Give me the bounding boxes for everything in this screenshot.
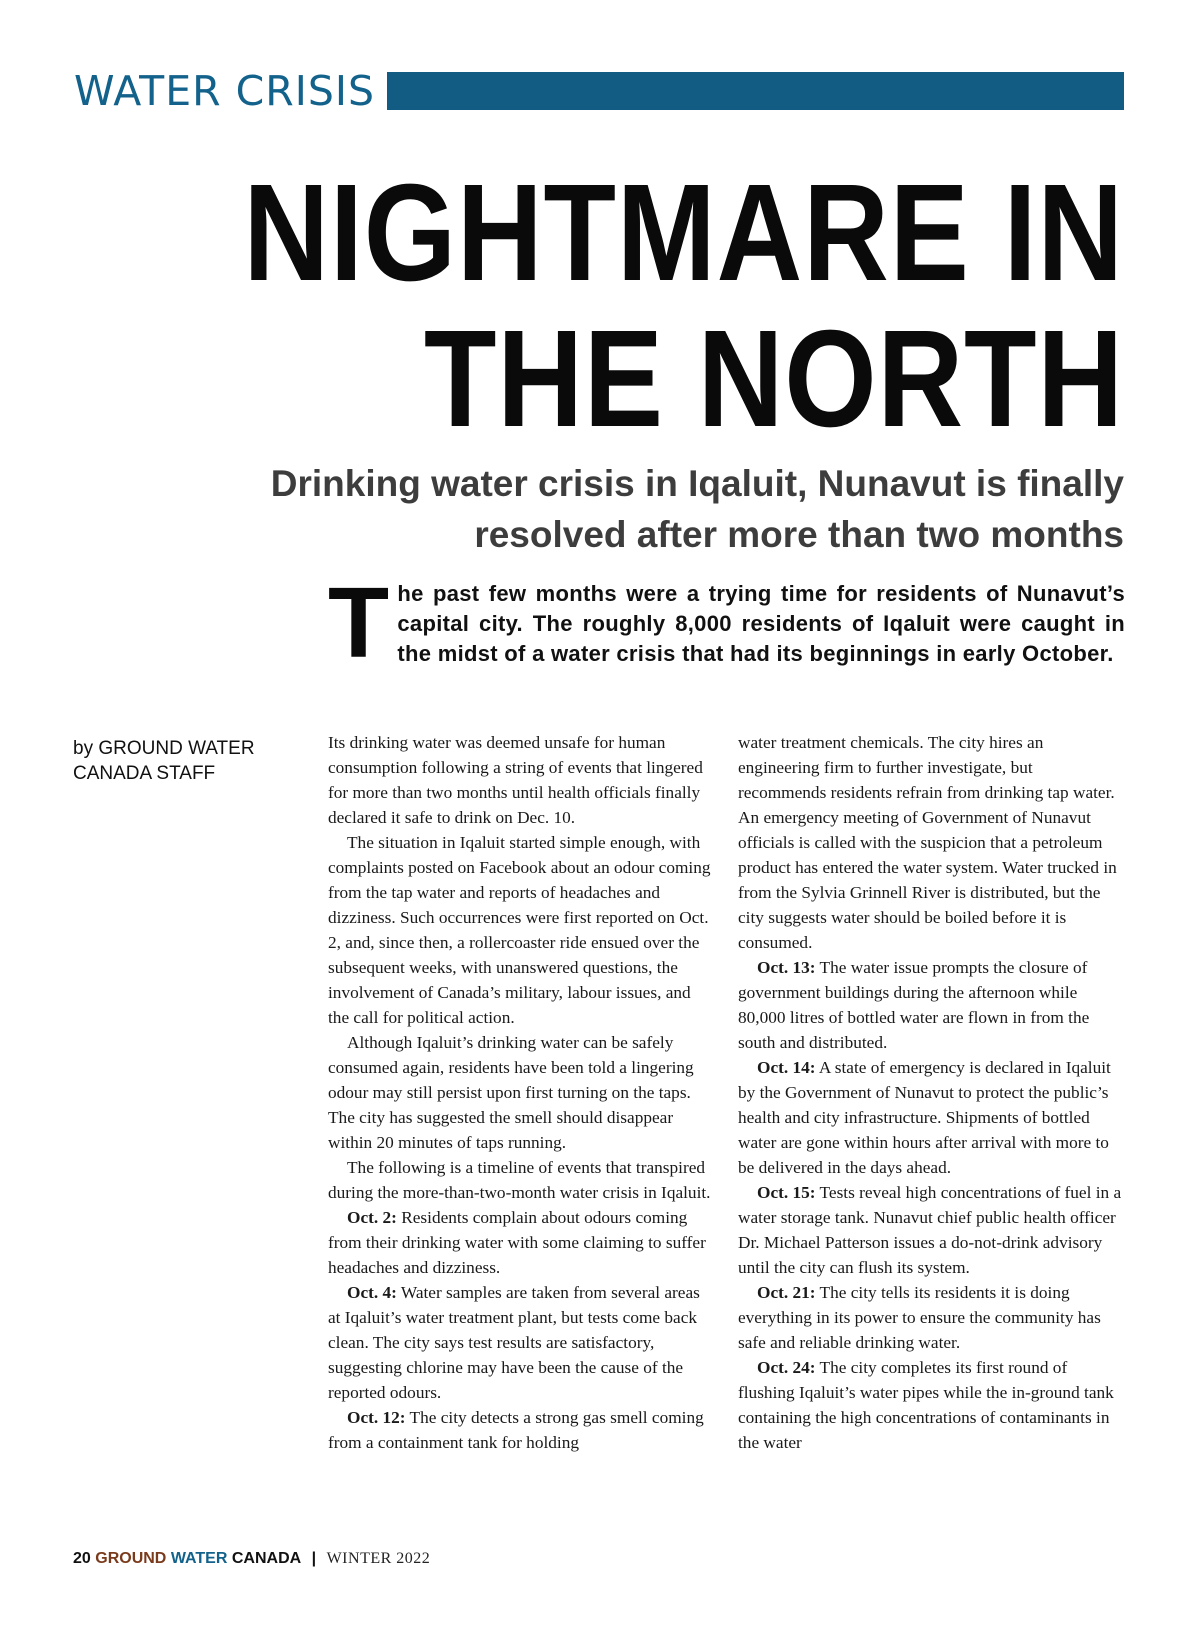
timeline-entry [738,955,1123,1055]
subheadline-line-1: Drinking water crisis in Iqaluit, Nunavut is finally [270,463,1124,504]
footer-separator: | [311,1550,317,1567]
timeline-entry [328,1205,713,1280]
page-number: 20 [73,1550,91,1567]
headline-line-2: THE NORTH [423,302,1125,456]
body-column-2 [738,730,1123,1455]
timeline-entry [328,1280,713,1405]
timeline-text: The city completes its first round of flushing Iqaluit’s water pipes while the in-ground tank containing the high concentrations of contaminants in the water [738,1358,1114,1452]
timeline-date: Oct. 21: [757,1283,816,1302]
lead-paragraph [328,567,1125,679]
timeline-text: The water issue prompts the closure of government buildings during the afternoon while 80,000 litres of bottled water are flown in from the south and distributed. [738,958,1090,1052]
timeline-date: Oct. 14: [757,1058,816,1077]
byline-line-1: by GROUND WATER [73,738,255,759]
timeline-entry [328,1405,713,1455]
body-paragraph: Although Iqaluit’s drinking water can be safely consumed again, residents have been told a lingering odour may still persist upon first turning on the taps. The city has suggested the smell should disappear within 20 minutes of taps running. [328,1033,694,1152]
timeline-entry [738,1280,1123,1355]
timeline-entry [738,1055,1123,1180]
issue-label: WINTER 2022 [326,1550,431,1567]
section-label: WATER CRISIS [74,66,375,115]
publication-name-water: WATER [170,1550,228,1567]
timeline-date: Oct. 13: [757,958,816,977]
timeline-entry [738,1355,1123,1455]
timeline-date: Oct. 4: [347,1283,397,1302]
timeline-date: Oct. 24: [757,1358,816,1377]
body-paragraph: water treatment chemicals. The city hires an engineering firm to further investigate, but recommends residents refrain from drinking tap water. An emergency meeting of Government of Nunavut officials is called with the suspicion that a petroleum product has entered the water system. Water trucked in from the Sylvia Grinnell River is distributed, but the city suggests water should be boiled before it is consumed. [738,733,1117,952]
section-bar [387,72,1124,110]
headline [243,156,1125,456]
section-header [74,66,1124,116]
headline-line-1: NIGHTMARE IN [243,156,1124,310]
lead-text: he past few months were a trying time for residents of Nunavut’s capital city. The roughly 8,000 residents of Iqaluit were caught in the midst of a water crisis that had its beginnings in early October. [397,581,1125,666]
timeline-text: The city tells its residents it is doing everything in its power to ensure the community has safe and reliable drinking water. [738,1283,1101,1352]
timeline-date: Oct. 15: [757,1183,816,1202]
byline [73,736,293,786]
timeline-text: Residents complain about odours coming from their drinking water with some claiming to suffer headaches and dizziness. [328,1208,706,1277]
drop-cap: T [328,567,390,679]
page-footer [73,1550,430,1568]
byline-line-2: CANADA STAFF [73,763,216,784]
timeline-text: The city detects a strong gas smell coming from a containment tank for holding [328,1408,704,1452]
body-paragraph: Its drinking water was deemed unsafe for human consumption following a string of events that lingered for more than two months until health officials finally declared it safe to drink on Dec. 10. [328,733,703,827]
timeline-text: Water samples are taken from several areas at Iqaluit’s water treatment plant, but tests come back clean. The city says test results are satisfactory, suggesting chlorine may have been the cause of the reported odours. [328,1283,700,1402]
subheadline [194,458,1124,560]
body-paragraph: The situation in Iqaluit started simple enough, with complaints posted on Facebook about an odour coming from the tap water and reports of headaches and dizziness. Such occurrences were first reported on Oct. 2, and, since then, a rollercoaster ride ensued over the subsequent weeks, with unanswered questions, the involvement of Canada’s military, labour issues, and the call for political action. [328,833,711,1027]
timeline-text: A state of emergency is declared in Iqaluit by the Government of Nunavut to protect the public’s health and city infrastructure. Shipments of bottled water are gone within hours after arrival with more to be delivered in the days ahead. [738,1058,1111,1177]
timeline-entry [738,1180,1123,1280]
publication-name-canada: CANADA [231,1550,302,1567]
timeline-text: Tests reveal high concentrations of fuel in a water storage tank. Nunavut chief public health officer Dr. Michael Patterson issues a do-not-drink advisory until the city can flush its system. [738,1183,1122,1277]
subheadline-line-2: resolved after more than two months [474,514,1124,555]
body-column-1 [328,730,713,1455]
body-paragraph: The following is a timeline of events that transpired during the more-than-two-month water crisis in Iqaluit. [328,1158,711,1202]
timeline-date: Oct. 12: [347,1408,406,1427]
timeline-date: Oct. 2: [347,1208,397,1227]
publication-name-ground: GROUND [95,1550,167,1567]
